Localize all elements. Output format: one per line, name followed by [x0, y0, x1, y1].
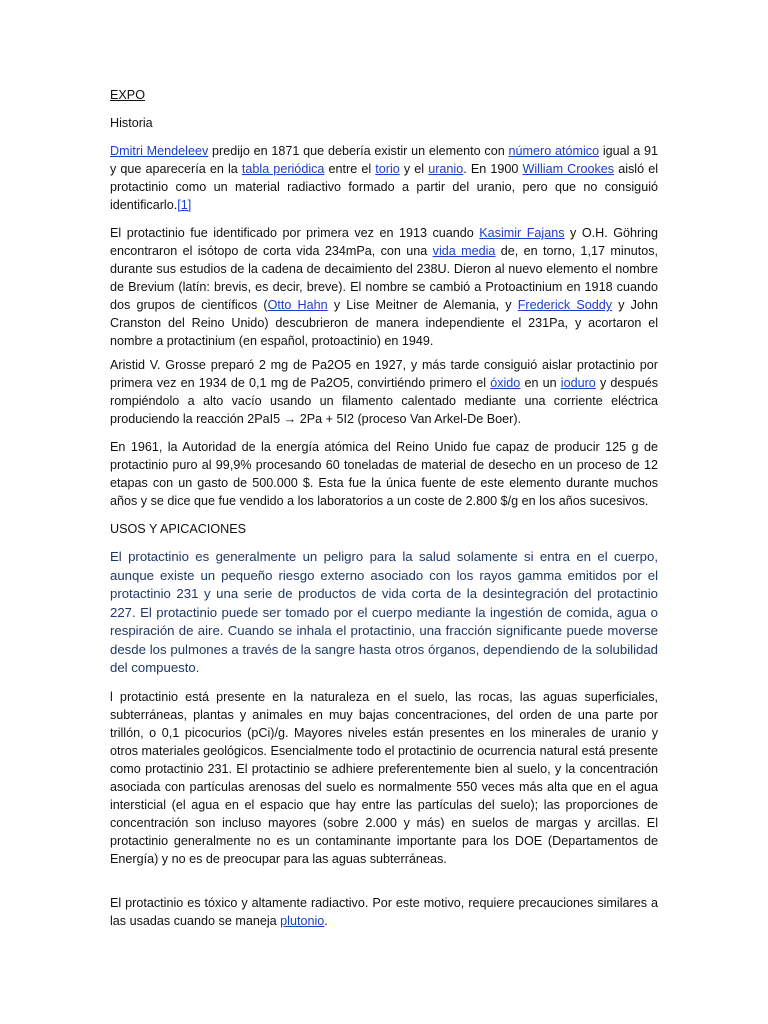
- inline-link[interactable]: uranio: [428, 162, 464, 176]
- inline-link[interactable]: Kasimir Fajans: [479, 226, 565, 240]
- paragraph-history-2: El protactinio fue identificado por primera vez en 1913 cuando Kasimir Fajans y O.H. Göhring encontraron el isótopo de corta vida 234mPa, con una vida media de, en torno, 1,17 minutos, durante sus estudios de la cadena de decaimiento del 238U. Dieron al nuevo elemento el nombre de Brevium (latín: brevis, es decir, breve). El nombre se cambió a Protoactinium en 1918 cuando dos grupos de científicos (Otto Hahn y Lise Meitner de Alemania, y Frederick Soddy y John Cranston del Reino Unido) descubrieron de manera independiente el 231Pa, y acortaron el nombre a protactinium (en español, protoactinio) en 1949.: [110, 226, 659, 348]
- inline-link[interactable]: óxido: [490, 376, 521, 390]
- inline-link[interactable]: ioduro: [560, 376, 596, 390]
- paragraph-history-4: En 1961, la Autoridad de la energía atómica del Reino Unido fue capaz de producir 125 g de protactinio puro al 99,9% procesando 60 toneladas de material de desecho en un proceso de 12 etapas con un gasto de 500.000 $. Esta fue la única fuente de este elemento durante muchos años y se dice que fue vendido a los laboratorios a un coste de 2.800 $/g en los años sucesivos.: [110, 440, 658, 508]
- document-page: [110, 86, 658, 940]
- inline-link[interactable]: plutonio: [280, 913, 325, 928]
- inline-link[interactable]: tabla periódica: [241, 162, 325, 176]
- paragraph-history-1: Dmitri Mendeleev predijo en 1871 que debería existir un elemento con número atómico igual a 91 y que aparecería en la tabla periódica entre el torio y el uranio. En 1900 William Crookes aisló el protactinio como un material radiactivo formado a partir del uranio, pero que no consiguió identificarlo.[1]: [110, 144, 659, 212]
- inline-link[interactable]: Frederick Soddy: [517, 298, 613, 312]
- spacer: [110, 878, 658, 894]
- inline-link[interactable]: Otto Hahn: [267, 298, 328, 312]
- inline-link[interactable]: vida media: [432, 244, 496, 258]
- paragraph-uses-3: El protactinio es tóxico y altamente radiactivo. Por este motivo, requiere precauciones similares a las usadas cuando se maneja plutonio.: [110, 895, 658, 928]
- inline-link[interactable]: torio: [375, 162, 400, 176]
- inline-link[interactable]: Dmitri Mendeleev: [110, 144, 209, 158]
- paragraph-uses-1: El protactinio es generalmente un peligro para la salud solamente si entra en el cuerpo, aunque existe un pequeño riesgo externo asociado con los rayos gamma emitidos por el protactinio 231 y una serie de productos de vida corta de la desintegración del protactinio 227. El protactinio puede ser tomado por el cuerpo mediante la ingestión de comida, agua o respiración de aire. Cuando se inhala el protactinio, una fracción significante puede moverse desde los pulmones a través de la sangre hasta otros órganos, dependiendo de la solubilidad del compuesto.: [110, 549, 658, 675]
- paragraph-history-3: Aristid V. Grosse preparó 2 mg de Pa2O5 en 1927, y más tarde consiguió aislar protactinio por primera vez en 1934 de 0,1 mg de Pa2O5, convirtiéndo primero el óxido en un ioduro y después rompiéndolo a alto vacío usando un filamento calentado mediante una corriente eléctrica produciendo la reacción 2PaI5 → 2Pa + 5I2 (proceso Van Arkel-De Boer).: [110, 358, 659, 426]
- section-heading-uses: USOS Y APICACIONES: [110, 522, 247, 536]
- section-heading-history: Historia: [110, 116, 153, 130]
- inline-link[interactable]: William Crookes: [522, 162, 615, 176]
- inline-link[interactable]: número atómico: [508, 144, 600, 158]
- paragraph-uses-2: l protactinio está presente en la naturaleza en el suelo, las rocas, las aguas superficiales, subterráneas, plantas y animales en muy bajas concentraciones, del orden de una parte por trillón, o 0,1 picocurios (pCi)/g. Mayores niveles están presentes en los minerales de uranio y otros materiales geológicos. Esencialmente todo el protactinio de ocurrencia natural está presente como protactinio 231. El protactinio se adhiere preferentemente bien al suelo, y la concentración asociada con partículas arenosas del suelo es normalmente 550 veces más alta que en el agua intersticial (el agua en el espacio que hay entre las partículas del suelo); las proporciones de concentración son incluso mayores (sobre 2.000 y más) en suelos de margas y arcillas. El protactinio generalmente no es un contaminante importante para los DOE (Departamentos de Energía) y no es de preocupar para las aguas subterráneas.: [110, 689, 658, 866]
- document-title: EXPO: [110, 88, 145, 102]
- inline-link[interactable]: [1]: [177, 198, 192, 212]
